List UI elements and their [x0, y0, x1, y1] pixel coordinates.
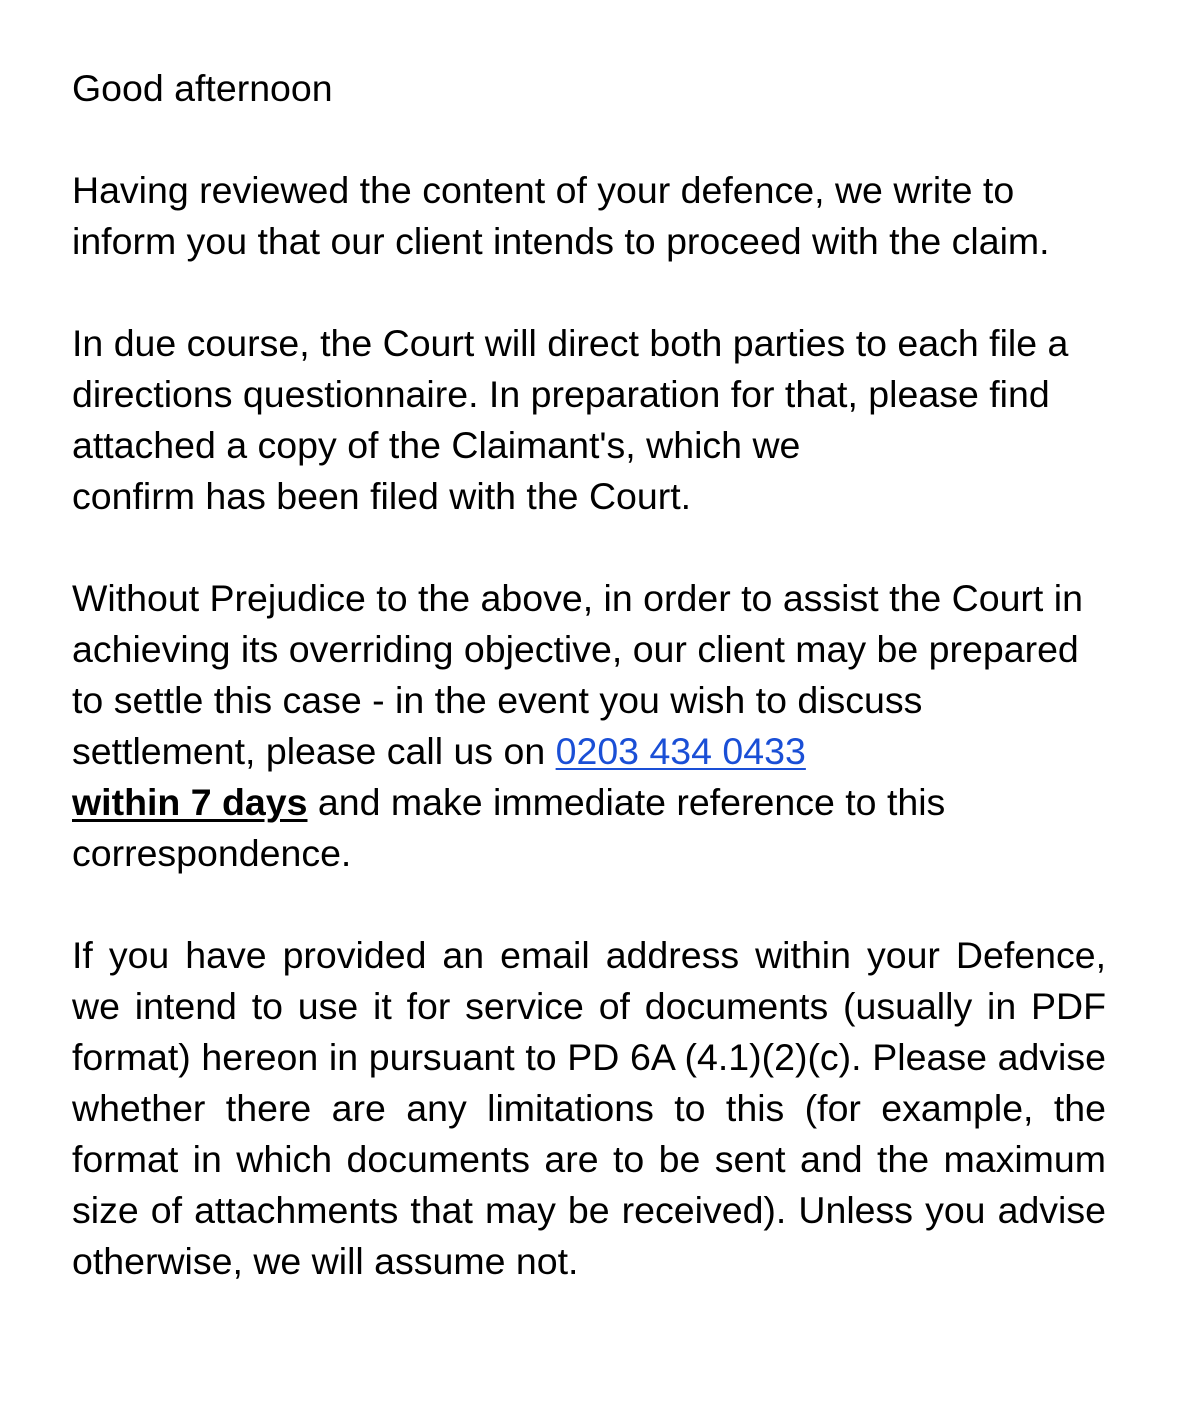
paragraph-service-by-email: If you have provided an email address within your Defence, we intend to use it for service of documents (usually in PDF format) hereon in pursuant to PD 6A (4.1)(2)(c). Please advise whether there are any limitations to this (for example, the format in which documents are to be sent and the maximum size of attachments that may be received). Unless you advise otherwise, we will assume not.	[72, 934, 1106, 1282]
greeting: Good afternoon	[72, 67, 333, 109]
paragraph-proceed-with-claim: Having reviewed the content of your defence, we write to inform you that our client intends to proceed with the claim.	[72, 169, 1050, 262]
settlement-text-end: and make immediate reference to this correspondence.	[72, 781, 946, 874]
paragraph-directions-questionnaire	[72, 318, 1106, 522]
email-body	[72, 63, 1106, 1287]
phone-number-link[interactable]: 0203 434 0433	[555, 730, 806, 772]
paragraph-directions-line2: confirm has been filed with the Court.	[72, 475, 692, 517]
paragraph-settlement	[72, 573, 1106, 879]
settlement-text: Without Prejudice to the above, in order to assist the Court in achieving its overriding objective, our client may be prepared to settle this case - in the event you wish to discuss settlement, please call us on	[72, 577, 1083, 772]
paragraph-directions-line1: In due course, the Court will direct both parties to each file a directions questionnaire. In preparation for that, please find attached a copy of the Claimant's, which we	[72, 322, 1069, 466]
deadline-emphasis: within 7 days	[72, 781, 308, 823]
